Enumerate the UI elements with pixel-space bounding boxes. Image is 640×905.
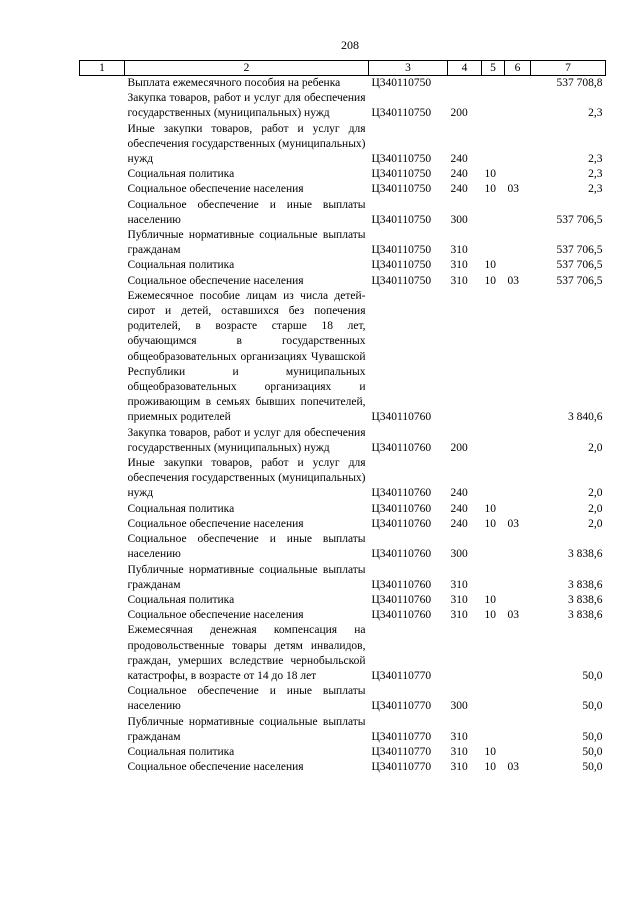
cell-subsection [505, 289, 531, 426]
cell-name: Социальное обеспечение населения [127, 761, 304, 774]
cell-section: 10 [484, 274, 496, 287]
cell-section: 10 [484, 745, 496, 758]
cell-empty [80, 122, 125, 168]
cell-name: Закупка товаров, работ и услуг для обеспечения государственных (муниципальных) нужд [127, 426, 366, 454]
cell-section [482, 76, 505, 92]
cell-target-code: Ц340110760 [371, 517, 432, 530]
cell-name: Социальная политика [127, 259, 235, 272]
cell-section: 10 [484, 761, 496, 774]
cell-target-code: Ц340110760 [371, 411, 432, 424]
cell-empty [80, 532, 125, 562]
cell-empty [80, 167, 125, 182]
cell-expense-type: 240 [450, 502, 468, 515]
cell-target-code: Ц340110750 [371, 213, 432, 226]
cell-section [482, 426, 505, 456]
cell-name: Ежемесячная денежная компенсация на продовольственные товары детям инвалидов, граждан, умерших вследствие чернобыльской катастрофы, в возрасте от 14 до 18 лет [127, 624, 366, 682]
cell-name: Ежемесячное пособие лицам из числа детей-сирот и детей, оставшихся без попечения родителей, в возрасте старше 18 лет, обучающимся в государственных общеобразовательных организациях Чувашской Республики и муниципальных общеобразовательных организациях и проживающим в семьях бывших попечителей, приемных родителей [127, 289, 366, 424]
table-row [80, 593, 606, 608]
cell-empty [80, 623, 125, 684]
cell-target-code: Ц340110770 [371, 745, 432, 758]
cell-subsection: 03 [507, 183, 519, 196]
cell-section [482, 623, 505, 684]
cell-subsection [505, 258, 531, 273]
table-row [80, 198, 606, 228]
table-row [80, 122, 606, 168]
cell-section [482, 228, 505, 258]
cell-subsection: 03 [507, 274, 519, 287]
cell-amount: 2,0 [588, 487, 603, 500]
cell-subsection: 03 [507, 761, 519, 774]
cell-empty [80, 608, 125, 623]
header-col-5: 5 [482, 61, 505, 76]
cell-expense-type: 310 [450, 761, 468, 774]
cell-subsection [505, 122, 531, 168]
table-row [80, 456, 606, 502]
cell-name: Социальная политика [127, 593, 235, 606]
cell-amount: 537 706,5 [556, 244, 603, 257]
cell-section [482, 684, 505, 714]
table-row [80, 715, 606, 745]
cell-expense-type: 240 [450, 517, 468, 530]
cell-amount: 3 838,6 [568, 593, 603, 606]
cell-expense-type: 310 [450, 259, 468, 272]
table-row [80, 167, 606, 182]
header-col-4: 4 [448, 61, 482, 76]
cell-target-code: Ц340110770 [371, 669, 432, 682]
cell-target-code: Ц340110750 [371, 153, 432, 166]
table-row [80, 289, 606, 426]
cell-amount: 50,0 [582, 669, 603, 682]
cell-expense-type [448, 623, 482, 684]
cell-subsection [505, 76, 531, 92]
cell-target-code: Ц340110760 [371, 578, 432, 591]
cell-target-code: Ц340110750 [371, 168, 432, 181]
cell-target-code: Ц340110760 [371, 487, 432, 500]
cell-empty [80, 258, 125, 273]
cell-expense-type: 300 [450, 548, 468, 561]
table-row [80, 745, 606, 760]
cell-section [482, 456, 505, 502]
cell-section: 10 [484, 593, 496, 606]
cell-amount: 537 706,5 [556, 259, 603, 272]
cell-empty [80, 289, 125, 426]
cell-section: 10 [484, 168, 496, 181]
cell-empty [80, 76, 125, 92]
cell-expense-type: 310 [450, 745, 468, 758]
table-row [80, 182, 606, 197]
cell-expense-type: 200 [450, 441, 468, 454]
table-row [80, 91, 606, 121]
cell-name: Социальное обеспечение населения [127, 274, 304, 287]
cell-amount: 2,0 [588, 441, 603, 454]
cell-empty [80, 228, 125, 258]
cell-name: Публичные нормативные социальные выплаты гражданам [127, 715, 366, 743]
cell-amount: 50,0 [582, 730, 603, 743]
cell-target-code: Ц340110760 [371, 609, 432, 622]
budget-table [79, 60, 606, 775]
cell-name: Иные закупки товаров, работ и услуг для обеспечения государственных (муниципальных) нужд [127, 457, 366, 500]
cell-section [482, 289, 505, 426]
cell-amount: 537 706,5 [556, 274, 603, 287]
table-row [80, 258, 606, 273]
cell-section [482, 715, 505, 745]
cell-empty [80, 593, 125, 608]
cell-empty [80, 456, 125, 502]
cell-expense-type: 300 [450, 213, 468, 226]
cell-amount: 50,0 [582, 761, 603, 774]
cell-target-code: Ц340110750 [371, 244, 432, 257]
cell-name: Публичные нормативные социальные выплаты гражданам [127, 563, 366, 591]
cell-empty [80, 745, 125, 760]
cell-section: 10 [484, 259, 496, 272]
cell-name: Социальное обеспечение населения [127, 609, 304, 622]
cell-name: Социальная политика [127, 745, 235, 758]
cell-target-code: Ц340110770 [371, 761, 432, 774]
cell-subsection [505, 593, 531, 608]
table-row [80, 502, 606, 517]
cell-subsection [505, 715, 531, 745]
cell-subsection [505, 563, 531, 593]
cell-subsection: 03 [507, 517, 519, 530]
table-row [80, 608, 606, 623]
cell-subsection [505, 502, 531, 517]
cell-subsection: 03 [507, 609, 519, 622]
cell-amount: 2,3 [588, 168, 603, 181]
cell-subsection [505, 456, 531, 502]
cell-expense-type: 240 [450, 183, 468, 196]
cell-target-code: Ц340110760 [371, 548, 432, 561]
cell-section [482, 122, 505, 168]
cell-name: Закупка товаров, работ и услуг для обеспечения государственных (муниципальных) нужд [127, 92, 366, 120]
cell-expense-type: 240 [450, 168, 468, 181]
cell-section: 10 [484, 517, 496, 530]
page-number: 208 [341, 38, 359, 52]
cell-amount: 2,0 [588, 517, 603, 530]
cell-expense-type: 310 [450, 274, 468, 287]
cell-amount: 3 838,6 [568, 578, 603, 591]
cell-name: Социальное обеспечение и иные выплаты населению [127, 533, 366, 561]
cell-section: 10 [484, 502, 496, 515]
cell-subsection [505, 167, 531, 182]
table-row [80, 76, 606, 92]
cell-expense-type: 310 [450, 730, 468, 743]
cell-subsection [505, 684, 531, 714]
table-row [80, 623, 606, 684]
cell-empty [80, 182, 125, 197]
cell-subsection [505, 91, 531, 121]
cell-empty [80, 426, 125, 456]
cell-subsection [505, 745, 531, 760]
cell-name: Публичные нормативные социальные выплаты гражданам [127, 229, 366, 257]
table-header-row [80, 61, 606, 76]
cell-empty [80, 91, 125, 121]
cell-subsection [505, 532, 531, 562]
cell-expense-type: 310 [450, 593, 468, 606]
cell-section: 10 [484, 609, 496, 622]
table-row [80, 228, 606, 258]
cell-section [482, 198, 505, 228]
cell-name: Социальная политика [127, 502, 235, 515]
cell-empty [80, 274, 125, 289]
cell-empty [80, 502, 125, 517]
cell-empty [80, 517, 125, 532]
cell-expense-type: 310 [450, 609, 468, 622]
cell-expense-type: 240 [450, 487, 468, 500]
table-row [80, 563, 606, 593]
header-col-2: 2 [125, 61, 369, 76]
cell-name: Выплата ежемесячного пособия на ребенка [127, 77, 341, 89]
cell-name: Социальное обеспечение и иные выплаты населению [127, 685, 366, 713]
cell-target-code: Ц340110760 [371, 441, 432, 454]
cell-target-code: Ц340110770 [371, 700, 432, 713]
table-row [80, 426, 606, 456]
cell-expense-type [448, 76, 482, 92]
cell-section [482, 563, 505, 593]
cell-amount: 2,3 [588, 107, 603, 120]
cell-target-code: Ц340110750 [371, 107, 432, 120]
cell-subsection [505, 623, 531, 684]
cell-empty [80, 760, 125, 775]
cell-empty [80, 198, 125, 228]
cell-section: 10 [484, 183, 496, 196]
cell-target-code: Ц340110750 [371, 274, 432, 287]
table-row [80, 274, 606, 289]
cell-empty [80, 563, 125, 593]
header-col-6: 6 [505, 61, 531, 76]
cell-expense-type: 310 [450, 578, 468, 591]
cell-name: Иные закупки товаров, работ и услуг для обеспечения государственных (муниципальных) нужд [127, 122, 366, 166]
cell-amount: 537 708,8 [556, 77, 603, 89]
cell-amount: 2,3 [588, 153, 603, 166]
cell-name: Социальная политика [127, 168, 235, 181]
cell-target-code: Ц340110770 [371, 730, 432, 743]
header-col-3: 3 [369, 61, 448, 76]
cell-subsection [505, 228, 531, 258]
cell-expense-type: 300 [450, 700, 468, 713]
table-row [80, 760, 606, 775]
cell-expense-type [448, 289, 482, 426]
cell-empty [80, 684, 125, 714]
cell-section [482, 91, 505, 121]
header-col-1: 1 [80, 61, 125, 76]
cell-amount: 2,3 [588, 183, 603, 196]
cell-amount: 50,0 [582, 700, 603, 713]
cell-subsection [505, 426, 531, 456]
cell-target-code: Ц340110760 [371, 502, 432, 515]
cell-amount: 537 706,5 [556, 213, 603, 226]
cell-expense-type: 240 [450, 153, 468, 166]
header-col-7: 7 [531, 61, 606, 76]
cell-name: Социальное обеспечение населения [127, 517, 304, 530]
cell-amount: 3 838,6 [568, 609, 603, 622]
cell-target-code: Ц340110750 [371, 77, 432, 89]
cell-target-code: Ц340110760 [371, 593, 432, 606]
cell-amount: 3 840,6 [568, 411, 603, 424]
cell-subsection [505, 198, 531, 228]
cell-section [482, 532, 505, 562]
cell-amount: 3 838,6 [568, 548, 603, 561]
cell-name: Социальное обеспечение населения [127, 183, 304, 196]
cell-amount: 50,0 [582, 745, 603, 758]
cell-name: Социальное обеспечение и иные выплаты населению [127, 198, 366, 226]
cell-target-code: Ц340110750 [371, 183, 432, 196]
table-row [80, 684, 606, 714]
table-row [80, 517, 606, 532]
cell-target-code: Ц340110750 [371, 259, 432, 272]
cell-expense-type: 310 [450, 244, 468, 257]
cell-amount: 2,0 [588, 502, 603, 515]
cell-expense-type: 200 [450, 107, 468, 120]
cell-empty [80, 715, 125, 745]
table-row [80, 532, 606, 562]
